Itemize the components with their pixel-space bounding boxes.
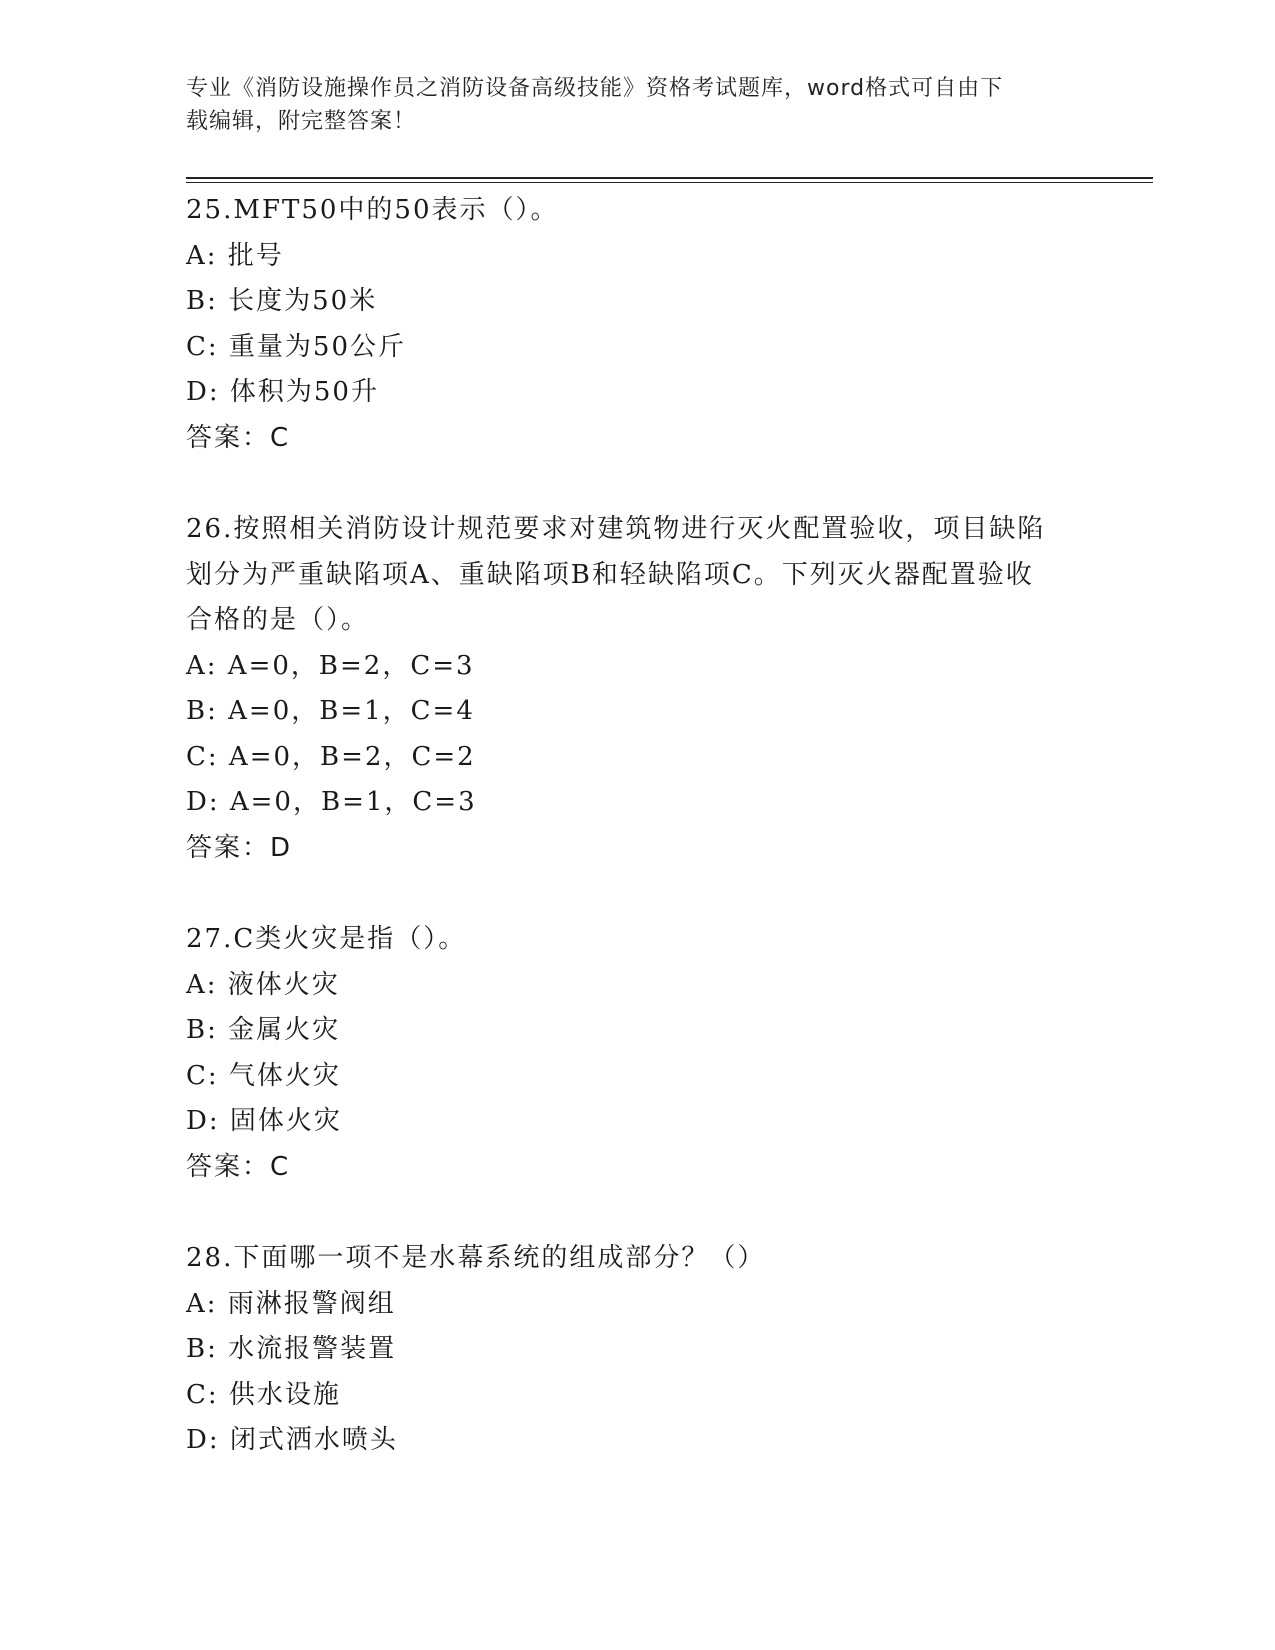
option-a: A: 批号 bbox=[186, 240, 284, 271]
answer-line: 答案：C bbox=[186, 1151, 291, 1182]
question-stem: 28.下面哪一项不是水幕系统的组成部分？（） bbox=[186, 1243, 766, 1273]
spacer bbox=[186, 461, 1086, 507]
question-stem: 25.MFT50中的50表示（）。 bbox=[186, 195, 559, 225]
option-c: C: 重量为50公斤 bbox=[186, 331, 407, 362]
spacer bbox=[186, 871, 1086, 917]
option-d: D: 体积为50升 bbox=[186, 377, 379, 407]
option-b: B: 水流报警装置 bbox=[186, 1334, 397, 1364]
header-line-1: 专业《消防设施操作员之消防设备高级技能》资格考试题库，word格式可自由下 bbox=[186, 76, 1004, 101]
option-b: B: 长度为50米 bbox=[186, 286, 378, 316]
spacer bbox=[186, 1190, 1086, 1236]
question-28 bbox=[186, 1236, 1086, 1464]
option-c: C: 供水设施 bbox=[186, 1379, 341, 1410]
option-c: C: 气体火灾 bbox=[186, 1060, 341, 1091]
question-25 bbox=[186, 188, 1086, 461]
question-stem: 27.C类火灾是指（）。 bbox=[186, 924, 467, 954]
question-list bbox=[186, 188, 1086, 1464]
question-stem: 划分为严重缺陷项A、重缺陷项B和轻缺陷项C。下列灭火器配置验收 bbox=[186, 559, 1034, 590]
answer-line: 答案：D bbox=[186, 832, 293, 863]
header-line-2: 载编辑，附完整答案！ bbox=[186, 109, 417, 134]
option-a: A: A=0，B=2，C=3 bbox=[186, 650, 475, 681]
option-a: A: 液体火灾 bbox=[186, 969, 340, 1000]
option-a: A: 雨淋报警阀组 bbox=[186, 1288, 396, 1319]
option-d: D: 固体火灾 bbox=[186, 1106, 342, 1136]
question-stem: 合格的是（）。 bbox=[186, 605, 370, 635]
option-d: D: A=0，B=1，C=3 bbox=[186, 787, 477, 817]
answer-line: 答案：C bbox=[186, 422, 291, 453]
option-c: C: A=0，B=2，C=2 bbox=[186, 741, 476, 772]
header-divider bbox=[186, 177, 1153, 183]
option-d: D: 闭式洒水喷头 bbox=[186, 1425, 398, 1455]
option-b: B: A=0，B=1，C=4 bbox=[186, 696, 475, 726]
question-27 bbox=[186, 917, 1086, 1190]
document-header bbox=[186, 72, 1086, 138]
option-b: B: 金属火灾 bbox=[186, 1015, 341, 1045]
question-stem: 26.按照相关消防设计规范要求对建筑物进行灭火配置验收，项目缺陷 bbox=[186, 514, 1046, 544]
question-26 bbox=[186, 507, 1086, 871]
